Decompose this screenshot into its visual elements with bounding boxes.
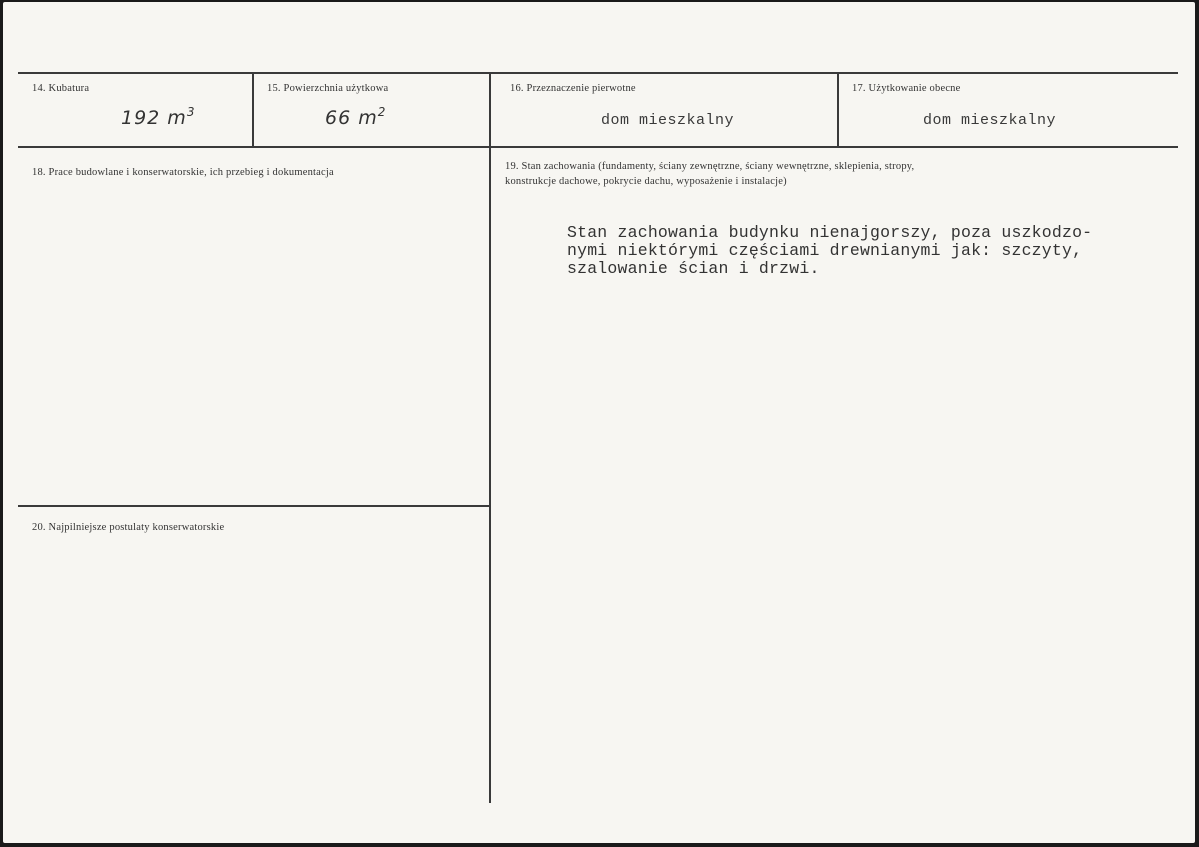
divider-main [489,73,491,803]
field-20-label: 20. Najpilniejsze postulaty konserwatorskie [32,522,225,533]
field-17-value: dom mieszkalny [923,112,1057,129]
field-16-value: dom mieszkalny [601,112,735,129]
field-18-label: 18. Prace budowlane i konserwatorskie, ich przebieg i dokumentacja [32,167,334,178]
field-19-label-line2: konstrukcje dachowe, pokrycie dachu, wyposażenie i instalacje) [505,176,787,187]
field-15-number: 66 m [325,107,378,129]
form-sheet [3,2,1195,843]
field-17-label: 17. Użytkowanie obecne [852,83,961,94]
field18-bottom-rule [18,505,490,507]
field-14-exponent: 3 [186,105,196,119]
field-15-label: 15. Powierzchnia użytkowa [267,83,389,94]
field-15-value [325,105,386,129]
field-19-text-line3: szalowanie ścian i drzwi. [567,259,820,278]
divider-16-17 [837,73,839,147]
field-16-label: 16. Przeznaczenie pierwotne [510,83,636,94]
field-19-text-line2: nymi niektórymi częściami drewnianymi jak: szczyty, [567,241,1083,260]
field-14-label: 14. Kubatura [32,83,90,94]
field-15-exponent: 2 [377,105,387,119]
field-14-value [121,105,195,129]
field-19-label-line1: 19. Stan zachowania (fundamenty, ściany zewnętrzne, ściany wewnętrzne, sklepienia, stropy, [505,161,915,172]
divider-14-15 [252,73,254,147]
field-19-text-line1: Stan zachowania budynku nienajgorszy, poza uszkodzo- [567,223,1093,242]
field-14-number: 192 m [121,107,187,129]
top-rule [18,72,1178,74]
row1-bottom-rule [18,146,1178,148]
